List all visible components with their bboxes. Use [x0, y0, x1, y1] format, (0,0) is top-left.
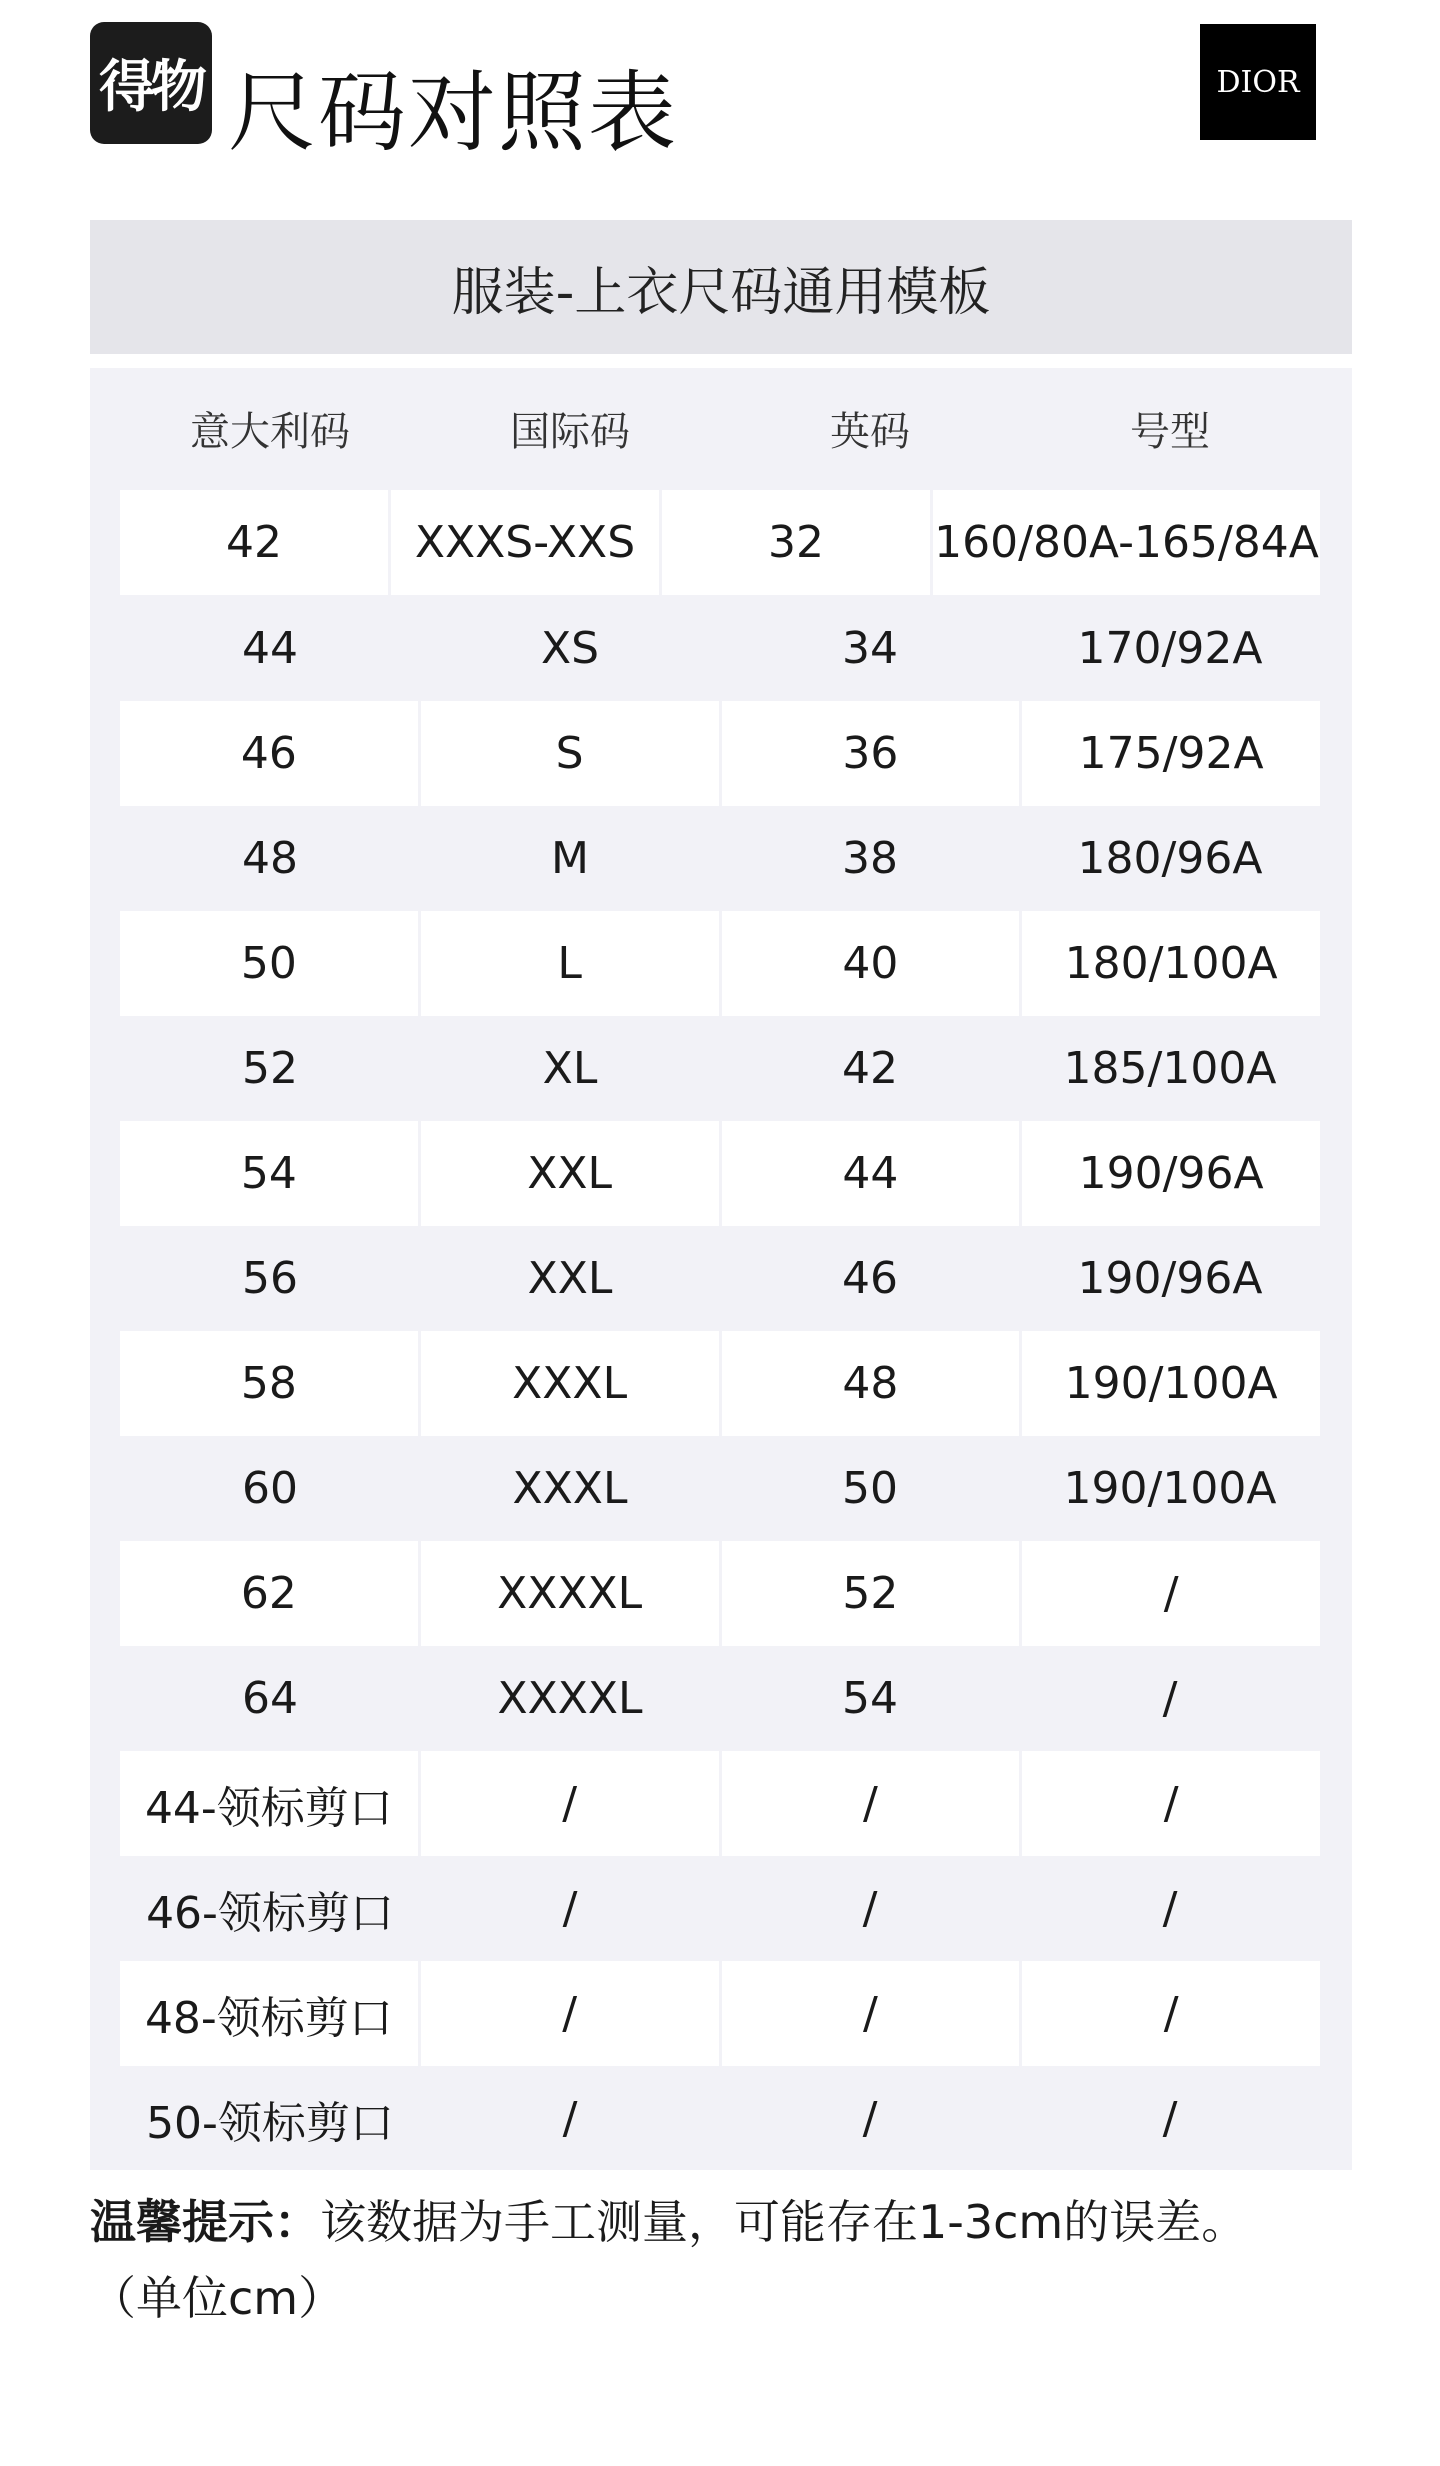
table-row: [120, 1226, 1320, 1331]
table-cell: 40: [722, 911, 1020, 1016]
table-row: [120, 911, 1320, 1016]
table-cell: 50: [120, 911, 418, 1016]
table-row: [120, 701, 1320, 806]
table-cell: 170/92A: [1077, 623, 1263, 674]
table-row: [120, 1016, 1320, 1121]
table-cell: /: [1162, 1673, 1178, 1724]
brand-logo: DIOR: [1200, 24, 1316, 140]
table-row: [120, 1331, 1320, 1436]
table-cell: 36: [722, 701, 1020, 806]
table-cell: 46: [842, 1253, 898, 1304]
table-cell: /: [1162, 2093, 1178, 2144]
table-cell: S: [421, 701, 719, 806]
page-title: 尺码对照表: [228, 61, 679, 164]
app-logo: 得物: [90, 22, 212, 144]
section-title: 服装-上衣尺码通用模板: [90, 220, 1352, 354]
table-cell: 44: [242, 623, 298, 674]
table-cell: XXXS-XXS: [391, 490, 659, 595]
table-cell: 42: [842, 1043, 898, 1094]
table-row: [120, 1646, 1320, 1751]
table-cell: XXXL: [512, 1463, 628, 1514]
table-row: [120, 1121, 1320, 1226]
table-cell: 180/100A: [1022, 911, 1320, 1016]
table-cell: 175/92A: [1022, 701, 1320, 806]
table-cell: 54: [842, 1673, 898, 1724]
table-cell: /: [562, 1883, 578, 1934]
table-row: [120, 1961, 1320, 2066]
table-cell: 44: [722, 1121, 1020, 1226]
table-cell: XXXXL: [497, 1673, 643, 1724]
measurement-tip: [90, 2184, 1352, 2336]
table-cell: /: [1162, 1883, 1178, 1934]
table-cell: 48-领标剪口: [120, 1961, 418, 2066]
table-row: [120, 1436, 1320, 1541]
table-cell: /: [1022, 1961, 1320, 2066]
column-header-italian-size: 意大利码: [190, 408, 350, 455]
table-row: [120, 1751, 1320, 1856]
table-cell: /: [722, 1751, 1020, 1856]
table-row: [120, 490, 1320, 595]
table-cell: /: [862, 2093, 878, 2144]
table-header: [120, 368, 1320, 488]
table-cell: 52: [242, 1043, 298, 1094]
table-cell: 62: [120, 1541, 418, 1646]
table-cell: /: [562, 2093, 578, 2144]
table-cell: 46-领标剪口: [146, 1887, 394, 1939]
table-cell: XXXL: [421, 1331, 719, 1436]
table-cell: 160/80A-165/84A: [933, 490, 1320, 595]
table-cell: 38: [842, 833, 898, 884]
table-cell: /: [1022, 1751, 1320, 1856]
table-cell: 58: [120, 1331, 418, 1436]
table-cell: XXL: [421, 1121, 719, 1226]
table-cell: M: [551, 833, 589, 884]
table-cell: 44-领标剪口: [120, 1751, 418, 1856]
table-cell: 48: [242, 833, 298, 884]
table-cell: 54: [120, 1121, 418, 1226]
table-row: [120, 596, 1320, 701]
table-cell: 46: [120, 701, 418, 806]
table-cell: /: [1022, 1541, 1320, 1646]
table-cell: 60: [242, 1463, 298, 1514]
tip-unit: （单位cm）: [90, 2271, 345, 2325]
table-cell: L: [421, 911, 719, 1016]
table-cell: 42: [120, 490, 388, 595]
table-cell: 32: [662, 490, 930, 595]
tip-text: 该数据为手工测量，可能存在1-3cm的误差。: [320, 2195, 1248, 2249]
table-cell: 190/96A: [1022, 1121, 1320, 1226]
table-cell: 190/100A: [1022, 1331, 1320, 1436]
table-cell: XS: [540, 623, 600, 674]
table-cell: 180/96A: [1077, 833, 1263, 884]
table-row: [120, 1541, 1320, 1646]
table-cell: /: [421, 1751, 719, 1856]
table-cell: XXXXL: [421, 1541, 719, 1646]
table-cell: 34: [842, 623, 898, 674]
table-cell: 56: [242, 1253, 298, 1304]
table-cell: /: [421, 1961, 719, 2066]
tip-label: 温馨提示：: [90, 2195, 320, 2249]
table-cell: /: [862, 1883, 878, 1934]
column-header-uk-size: 英码: [830, 408, 910, 455]
table-cell: /: [722, 1961, 1020, 2066]
table-row: [120, 806, 1320, 911]
table-cell: 190/100A: [1063, 1463, 1277, 1514]
size-table: [90, 368, 1352, 2170]
column-header-international-size: 国际码: [510, 408, 630, 455]
table-row: [120, 2066, 1320, 2171]
column-header-body-type: 号型: [1130, 408, 1210, 455]
table-row: [120, 1856, 1320, 1961]
table-cell: 50-领标剪口: [146, 2097, 394, 2149]
table-cell: 64: [242, 1673, 298, 1724]
table-cell: XXL: [527, 1253, 613, 1304]
table-cell: 190/96A: [1077, 1253, 1263, 1304]
table-cell: 50: [842, 1463, 898, 1514]
table-cell: 52: [722, 1541, 1020, 1646]
table-cell: XL: [542, 1043, 598, 1094]
table-cell: 48: [722, 1331, 1020, 1436]
table-cell: 185/100A: [1063, 1043, 1277, 1094]
